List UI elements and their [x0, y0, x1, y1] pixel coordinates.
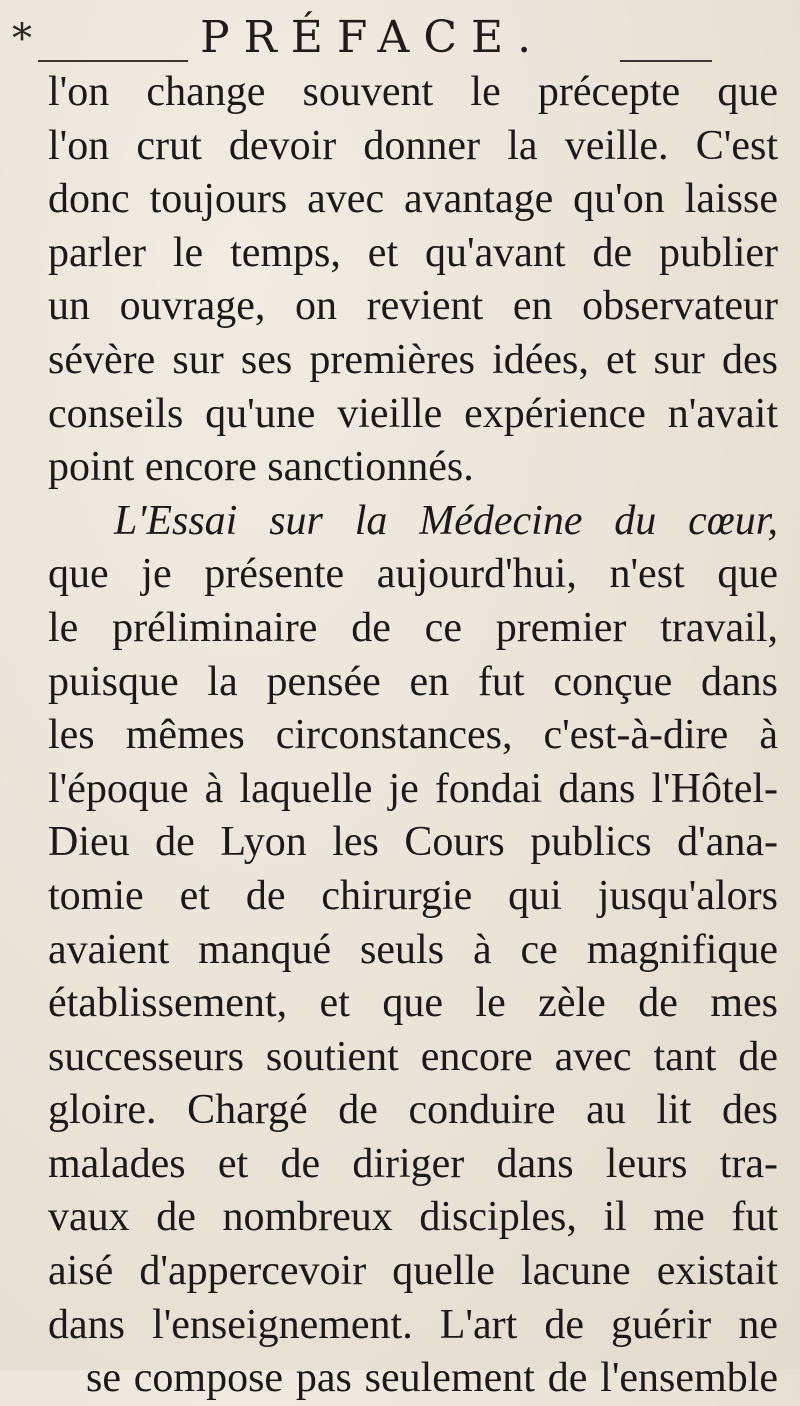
text-line: avaient manqué seuls à ce magnifique — [48, 926, 778, 973]
text-line: donc toujours avec avantage qu'on laisse — [48, 176, 778, 223]
text-line: le préliminaire de ce premier travail, — [48, 604, 778, 651]
text-line: puisque la pensée en fut conçue dans — [48, 658, 778, 705]
page-header — [0, 10, 800, 70]
text-line: dans l'enseignement. L'art de guérir ne — [48, 1301, 778, 1348]
text-line: l'on change souvent le précepte que — [48, 69, 778, 115]
text-line: se compose pas seulement de l'ensemble — [86, 1355, 778, 1402]
essay-title-line: L'Essai sur la Médecine du cœur, — [114, 497, 778, 544]
text-line: Dieu de Lyon les Cours publics d'ana- — [48, 819, 778, 866]
text-line: que je présente aujourd'hui, n'est que — [48, 551, 778, 598]
text-line: point encore sanctionnés. — [48, 444, 474, 491]
text-line: tomie et de chirurgie qui jusqu'alors — [48, 872, 778, 919]
text-line: établissement, et que le zèle de mes — [48, 980, 778, 1027]
text-line: l'on crut devoir donner la veille. C'est — [48, 122, 778, 169]
body-text — [48, 66, 778, 1406]
text-line: sévère sur ses premières idées, et sur des — [48, 336, 778, 383]
text-line: gloire. Chargé de conduire au lit des — [48, 1087, 778, 1134]
running-title: PRÉFACE. — [200, 12, 546, 63]
text-line: vaux de nombreux disciples, il me fut — [48, 1194, 778, 1241]
text-line: successeurs soutient encore avec tant de — [48, 1033, 778, 1080]
text-line: l'époque à laquelle je fondai dans l'Hôtel- — [48, 765, 778, 812]
text-line: les mêmes circonstances, c'est-à-dire à — [48, 712, 778, 759]
header-rule-left — [38, 60, 188, 62]
text-line: malades et de diriger dans leurs tra- — [48, 1140, 778, 1187]
page-marker: * — [12, 16, 32, 62]
text-line: un ouvrage, on revient en observateur — [48, 283, 778, 330]
text-line: aisé d'appercevoir quelle lacune existait — [48, 1248, 778, 1295]
text-line: parler le temps, et qu'avant de publier — [48, 229, 778, 276]
header-rule-right — [620, 60, 712, 62]
text-line: conseils qu'une vieille expérience n'avait — [48, 390, 778, 437]
